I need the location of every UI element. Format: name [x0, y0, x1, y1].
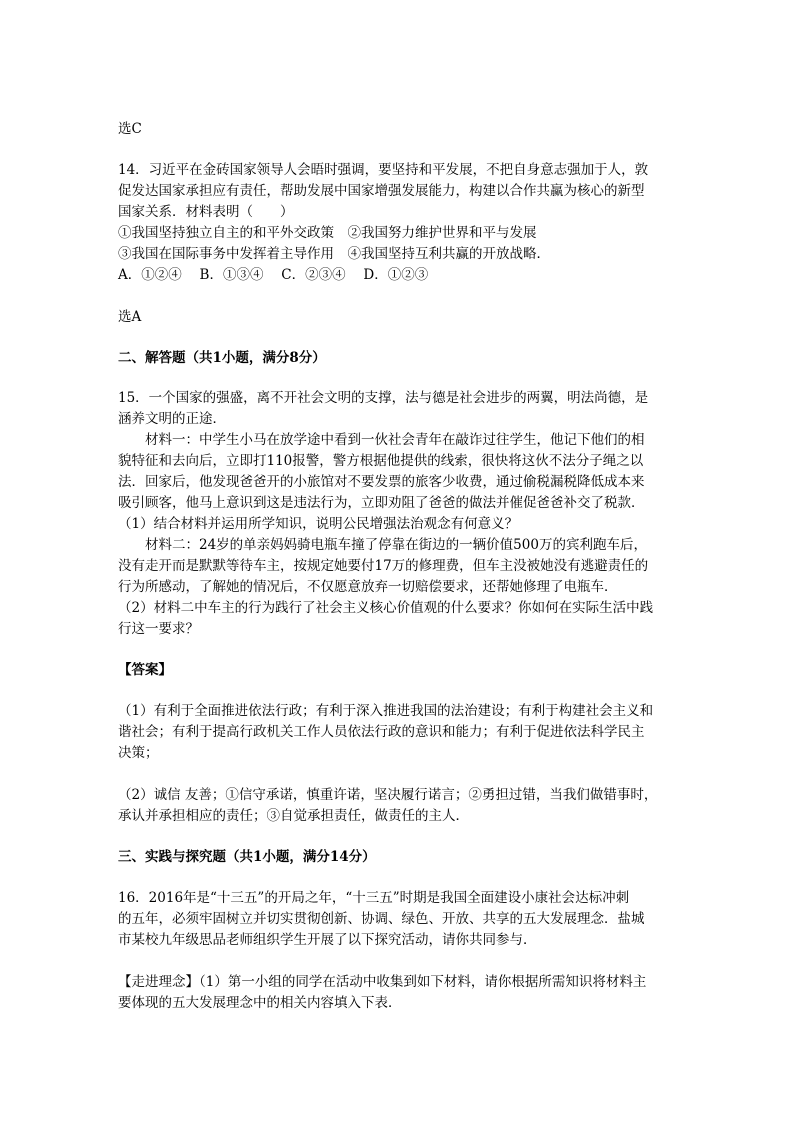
question-16-line-3: 市某校九年级思品老师组织学生开展了以下探究活动，请你共同参与． — [118, 932, 537, 948]
section-heading-3: 三、实践与探究题（共1小题，满分14分） — [118, 849, 376, 865]
question-16-task-line-1: 【走进理念】（1）第一小组的同学在活动中收集到如下材料，请你根据所需知识将材料主 — [118, 974, 647, 990]
question-16-task-line-2: 要体现的五大发展理念中的相关内容填入下表． — [118, 995, 402, 1011]
question-16-line-1: 16．2016年是“十三五”的开局之年，“十三五”时期是我国全面建设小康社会达标冲刺 — [118, 890, 630, 906]
answer-line-14: 选A — [118, 309, 142, 325]
answer-1-line-2: 谐社会；有利于提高行政机关工作人员依法行政的意识和能力；有利于促进依法科学民主 — [118, 724, 645, 740]
sub-question-1: （1）结合材料并运用所学知识，说明公民增强法治观念有何意义？ — [118, 516, 519, 532]
sub-question-2-line-2: 行这一要求？ — [118, 621, 199, 637]
section-heading-2: 二、解答题（共1小题，满分8分） — [118, 350, 326, 366]
sub-question-2-line-1: （2）材料二中车主的行为践行了社会主义核心价值观的什么要求？你如何在实际生活中践 — [118, 600, 654, 616]
answer-1-line-1: （1）有利于全面推进依法行政；有利于深入推进我国的法治建设；有利于构建社会主义和 — [118, 703, 654, 719]
material-2-line-2: 没有走开而是默默等待车主，按规定她要付17万的修理费，但车主没被她没有逃避责任的 — [118, 558, 649, 574]
question-15-line-1: 15．一个国家的强盛，离不开社会文明的支撑，法与德是社会进步的两翼，明法尚德，是 — [118, 390, 649, 406]
material-1-line-4: 吸引顾客，他马上意识到这是违法行为，立即劝阻了爸爸的做法并催促爸爸补交了税款． — [118, 495, 645, 511]
question-16-line-2: 的五年，必须牢固树立并切实贯彻创新、协调、绿色、开放、共享的五大发展理念．盐城 — [118, 911, 645, 927]
question-14-option-line-2: ③我国在国际事务中发挥着主导作用 ④我国坚持互利共赢的开放战略． — [118, 246, 550, 262]
question-14-choices: A．①②④ B．①③④ C．②③④ D．①②③ — [118, 267, 429, 283]
answer-heading: 【答案】 — [118, 662, 172, 678]
answer-2-line-1: （2）诚信 友善；①信守承诺，慎重许诺，坚决履行诺言；②勇担过错，当我们做错事时， — [118, 787, 658, 803]
answer-line-13: 选C — [118, 121, 142, 137]
answer-2-line-2: 承认并承担相应的责任；③自觉承担责任，做责任的主人． — [118, 808, 469, 824]
question-14-option-line-1: ①我国坚持独立自主的和平外交政策 ②我国努力维护世界和平与发展 — [118, 225, 537, 241]
question-14-line-3: 国家关系．材料表明（ ） — [118, 204, 294, 220]
answer-1-line-3: 决策； — [118, 745, 159, 761]
question-14-line-2: 促发达国家承担应有责任，帮助发展中国家增强发展能力，构建以合作共赢为核心的新型 — [118, 183, 645, 199]
material-1-line-1: 材料一：中学生小马在放学途中看到一伙社会青年在敲诈过往学生，他记下他们的相 — [145, 432, 645, 448]
material-2-line-1: 材料二：24岁的单亲妈妈骑电瓶车撞了停靠在街边的一辆价值500万的宾利跑车后， — [145, 537, 647, 553]
material-1-line-3: 法．回家后，他发现爸爸开的小旅馆对不要发票的旅客少收费，通过偷税漏税降低成本来 — [118, 474, 645, 490]
material-1-line-2: 貌特征和去向后，立即打110报警，警方根据他提供的线索，很快将这伙不法分子绳之以 — [118, 453, 644, 469]
question-14-line-1: 14．习近平在金砖国家领导人会晤时强调，要坚持和平发展，不把自身意志强加于人，敦 — [118, 162, 649, 178]
question-15-line-2: 涵养文明的正途． — [118, 411, 226, 427]
material-2-line-3: 行为所感动，了解她的情况后，不仅愿意放弃一切赔偿要求，还帮她修理了电瓶车． — [118, 579, 618, 595]
